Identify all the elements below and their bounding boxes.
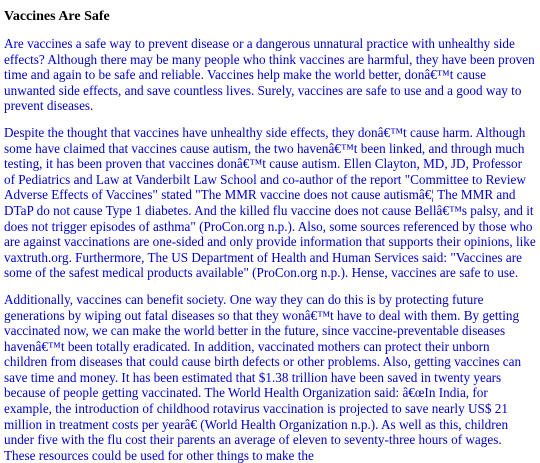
paragraph-side-effects: Despite the thought that vaccines have unhealthy side effects, they donâ€™t cause harm. Although some have claimed that vaccines cause autism, the two havenâ€™t been linked, and through much testing, it has been proven that vaccines donâ€™t cause autism. Ellen Clayton, MD, JD, Professor of Pediatrics and Law at Vanderbilt Law School and co-author of the report "Committee to Review Adverse Effects of Vaccines" stated "The MMR vaccine does not cause autismâ€¦ The MMR and DTaP do not cause Type 1 diabetes. And the killed flu vaccine does not cause Bellâ€™s palsy, and it does not trigger episodes of asthma" (ProCon.org n.p.). Also, some sources referenced by those who are against vaccinations are one-sided and only provide information that supports their opinions, like vaxtruth.org. Furthermore, The US Department of Health and Human Services said: "Vaccines are some of the safest medical products available" (ProCon.org n.p.). Hense, vaccines are safe to use. [4,124,536,281]
paragraph-intro: Are vaccines a safe way to prevent disease or a dangerous unnatural practice with unhealthy side effects? Although there may be many people who think vaccines are harmful, they have been proven time and again to be safe and reliable. Vaccines help make the world better, donâ€™t cause unwanted side effects, and save countless lives. Surely, vaccines are safe to use and a good way to prevent diseases. [4,36,535,114]
paragraph-benefits: Additionally, vaccines can benefit society. One way they can do this is by protecting future generations by wiping out fatal diseases so that they wonâ€™t have to deal with them. By getting vaccinated now, we can make the world better in the future, since vaccine-preventable diseases havenâ€™t been totally eradicated. In addition, vaccinated mothers can protect their unborn children from diseases that could cause birth defects or other problems. Also, getting vaccines can save time and money. It has been estimated that $1.38 trillion have been saved in twenty years because of people getting vaccinated. The World Health Organization said: â€œIn India, for example, the introduction of childhood rotavirus vaccination is projected to save nearly US$ 21 million in treatment costs per yearâ€ (World Health Organization n.p.). As well as this, children under five with the flu cost their parents an average of eleven to seventy-three hours of wages. These resources could be used for other things to make the [4,291,522,463]
page-title: Vaccines Are Safe [4,9,110,24]
